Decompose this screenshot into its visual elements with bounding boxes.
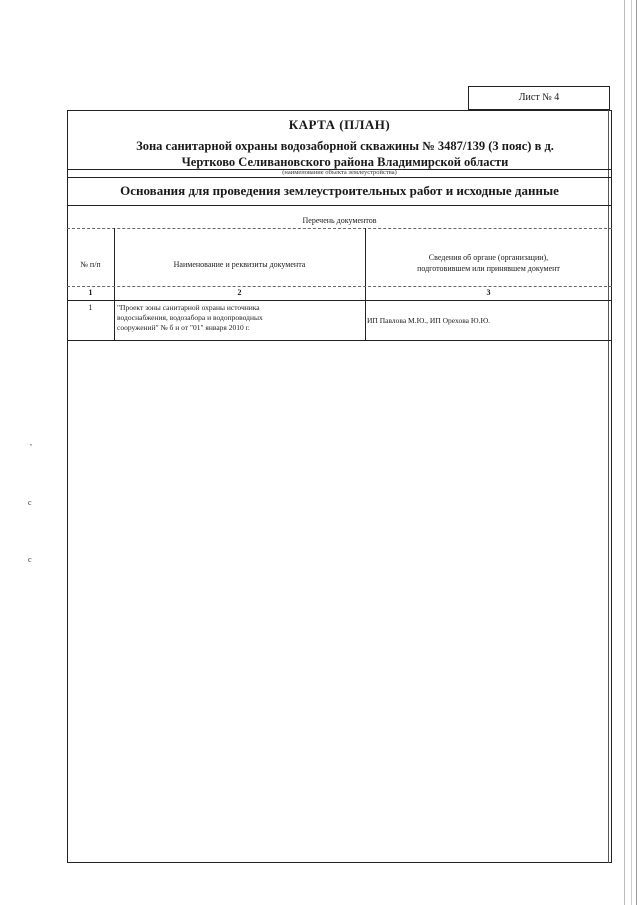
col-number-1: 1 (88, 288, 93, 297)
scan-mark-1: , (30, 438, 32, 447)
table-row-doc-name-line-3: сооружений" № б н от "01" января 2010 г. (117, 323, 250, 332)
table-bottom-border (67, 340, 612, 341)
table-row-num: 1 (88, 303, 93, 312)
row-col-divider-2 (365, 300, 366, 340)
table-row-org: ИП Павлова М.Ю., ИП Орехова Ю.Ю. (367, 316, 491, 325)
scan-edge-line-2 (631, 0, 632, 905)
row-col-divider-1 (114, 300, 115, 340)
header-org-line-1: Сведения об органе (организации), (428, 253, 549, 262)
object-name-line-1: Зона санитарной охраны водозаборной скважины № 3487/139 (3 пояс) в д. (136, 139, 554, 153)
sheet-number-label: Лист № 4 (468, 86, 610, 110)
scan-edge-line-1 (624, 0, 625, 905)
object-name-line-2: Чертково Селивановского района Владимирской области (181, 155, 509, 169)
col-number-divider (67, 300, 612, 301)
table-row-doc-name-line-2: водоснабжения, водозабора и водопроводных (117, 313, 263, 322)
table-row-doc-name (117, 303, 363, 333)
grounds-title: Основания для проведения землеустроительных работ и исходные данные (120, 183, 559, 198)
col-number-2: 2 (237, 288, 242, 297)
caption-divider (67, 177, 612, 178)
object-caption: (наименование объекта землеустройства) (282, 169, 397, 176)
header-org-line-2: подготовившем или принявшем документ (417, 264, 560, 273)
document-list-title: Перечень документов (302, 216, 377, 225)
col-number-3: 3 (486, 288, 491, 297)
scan-edge-line-3 (636, 0, 637, 905)
header-num: № п/п (80, 260, 101, 269)
header-divider (67, 286, 612, 287)
document-title: КАРТА (ПЛАН) (288, 117, 391, 132)
object-name (100, 138, 590, 170)
list-title-divider (67, 228, 612, 229)
scan-mark-3: c (28, 555, 32, 564)
table-row-doc-name-line-1: "Проект зоны санитарной охраны источника (117, 303, 260, 312)
header-doc-name: Наименование и реквизиты документа (173, 260, 306, 269)
grounds-divider (67, 205, 612, 206)
header-org (365, 252, 612, 274)
scan-mark-2: c (28, 498, 32, 507)
